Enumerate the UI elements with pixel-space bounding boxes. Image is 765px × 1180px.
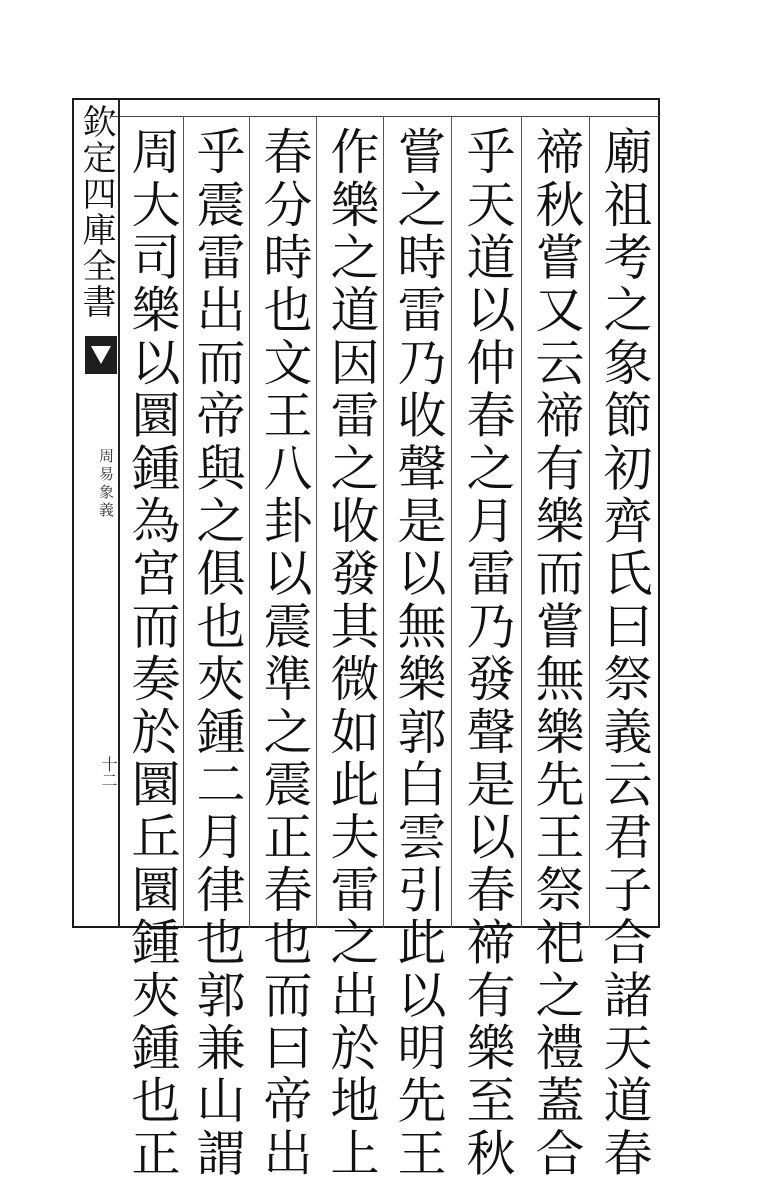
book-name: 周易象義 <box>97 448 115 520</box>
text-column-4: 嘗之時雷乃收聲是以無樂郭白雲引此以明先王 <box>390 126 447 1180</box>
fish-tail-mark <box>85 336 117 374</box>
column-rule <box>521 116 522 928</box>
text-column-7: 乎震雷出而帝與之俱也夾鍾二月律也郭兼山謂 <box>189 126 246 1180</box>
collection-title: 欽定四庫全書 <box>76 104 116 320</box>
text-column-3: 乎天道以仲春之月雷乃發聲是以春禘有樂至秋 <box>459 126 516 1180</box>
column-rule <box>249 116 250 928</box>
column-rule <box>451 116 452 928</box>
top-rule <box>112 116 660 117</box>
column-rule <box>589 116 590 928</box>
text-column-6: 春分時也文王八卦以震準之震正春也而曰帝出 <box>256 126 313 1180</box>
text-column-8: 周大司樂以圜鍾為宮而奏於圜丘圜鍾夾鍾也正 <box>124 126 181 1180</box>
page-number: 十二 <box>99 756 118 788</box>
text-column-1: 廟祖考之象節初齊氏曰祭義云君子合諸天道春 <box>596 126 653 1180</box>
text-column-2: 禘秋嘗又云禘有樂而嘗無樂先王祭祀之禮蓋合 <box>528 126 585 1180</box>
text-column-5: 作樂之道因雷之收發其微如此夫雷之出於地上 <box>323 126 380 1180</box>
column-rule <box>183 116 184 928</box>
column-rule <box>383 116 384 928</box>
column-rule <box>316 116 317 928</box>
